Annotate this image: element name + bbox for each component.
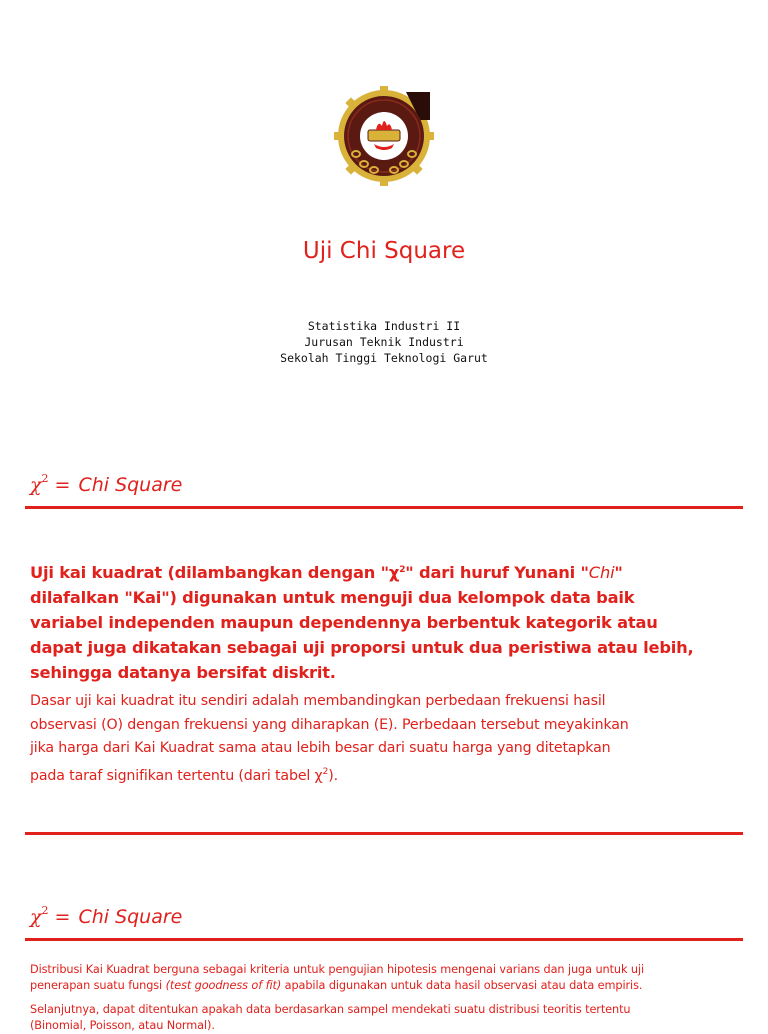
heading-divider: [25, 938, 743, 941]
text-line: Distribusi Kai Kuadrat berguna sebagai kriteria untuk pengujian hipotesis mengenai varians dan juga untuk uji: [30, 963, 645, 976]
followup-paragraph: [30, 1002, 730, 1034]
slide-bottom-divider: [25, 832, 743, 835]
superscript: 2: [41, 472, 49, 485]
institution-name: Sekolah Tinggi Teknologi Garut: [280, 351, 488, 365]
text-line: pada taraf signifikan tertentu (dari tabel $\chi^2$).: [30, 766, 338, 784]
department-name: Jurusan Teknik Industri: [304, 335, 464, 349]
text-line: sehingga datanya bersifat diskrit.: [30, 663, 336, 682]
course-name: Statistika Industri II: [307, 319, 461, 333]
definition-paragraph: [30, 558, 730, 685]
chi-symbol: χ: [30, 906, 42, 928]
text-line: (Binomial, Poisson, atau Normal).: [30, 1019, 215, 1032]
slide-heading: [30, 472, 182, 496]
subtitle-block: [0, 318, 768, 366]
basis-paragraph: [30, 690, 730, 788]
heading-name: Chi Square: [78, 474, 183, 496]
text-line: Selanjutnya, dapat ditentukan apakah data berdasarkan sampel mendekati suatu distribusi teoritis tertentu: [30, 1003, 631, 1016]
equals-sign: =: [54, 906, 71, 928]
heading-name: Chi Square: [78, 906, 183, 928]
logo-emblem-icon: [334, 86, 434, 186]
chi-symbol: χ: [30, 474, 42, 496]
superscript: 2: [41, 904, 49, 917]
text-line: variabel independen maupun dependennya berbentuk kategorik atau: [30, 613, 658, 632]
definition-slide: [0, 450, 768, 850]
distribution-slide: [0, 850, 768, 1032]
text-line: penerapan suatu fungsi (test goodness of fit) apabila digunakan untuk data hasil observasi atau data empiris.: [30, 979, 643, 992]
text-line: Dasar uji kai kuadrat itu sendiri adalah membandingkan perbedaan frekuensi hasil: [30, 693, 606, 709]
text-line: observasi (O) dengan frekuensi yang diharapkan (E). Perbedaan tersebut meyakinkan: [30, 716, 629, 733]
slide-heading: [30, 904, 182, 928]
presentation-title: Uji Chi Square: [302, 238, 466, 264]
text-line: dilafalkan "Kai") digunakan untuk menguji dua kelompok data baik: [30, 588, 635, 607]
heading-divider: [25, 506, 743, 509]
text-line: dapat juga dikatakan sebagai uji proporsi untuk dua peristiwa atau lebih,: [30, 638, 694, 657]
stt-garut-logo: [334, 86, 434, 186]
distribution-paragraph: [30, 962, 730, 994]
equals-sign: =: [54, 474, 71, 496]
text-line: Uji kai kuadrat (dilambangkan dengan "$\chi^2$" dari huruf Yunani "Chi": [30, 563, 623, 582]
title-slide: [0, 0, 768, 450]
text-line: jika harga dari Kai Kuadrat sama atau lebih besar dari suatu harga yang ditetapkan: [30, 740, 611, 756]
